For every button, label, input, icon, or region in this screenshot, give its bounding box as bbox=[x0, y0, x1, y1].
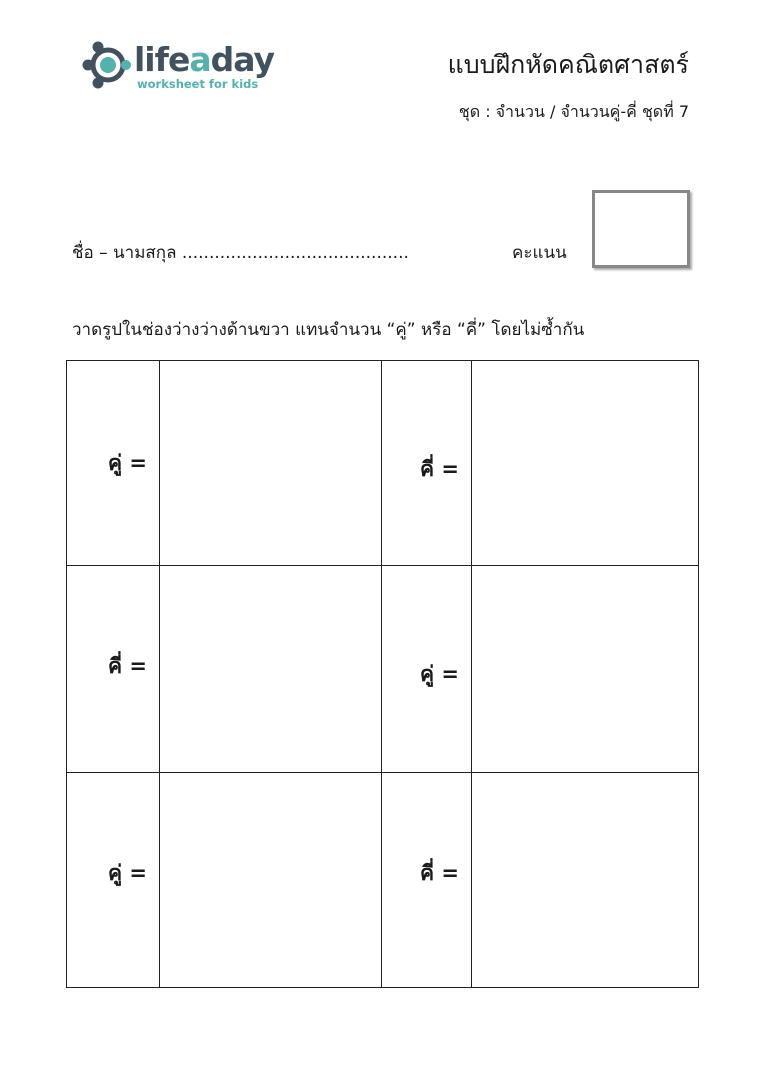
logo-tagline: worksheet for kids bbox=[137, 77, 259, 91]
page-title: แบบฝึกหัดคณิตศาสตร์ bbox=[447, 50, 689, 79]
number-type-label: คี่ = bbox=[420, 861, 459, 885]
number-type-label: คู่ = bbox=[108, 861, 147, 885]
grid-row bbox=[67, 773, 699, 988]
instruction-text: วาดรูปในช่องว่างว่างด้านขวา แทนจำนวน “คู่” หรือ “คี่” โดยไม่ซ้ำกัน bbox=[72, 320, 585, 340]
number-type-label: คี่ = bbox=[108, 654, 147, 678]
student-name-field[interactable]: ชื่อ – นามสกุล .......................................... bbox=[72, 243, 409, 263]
label-cell bbox=[382, 361, 472, 566]
label-cell bbox=[67, 361, 160, 566]
label-cell bbox=[382, 773, 472, 988]
drawing-box[interactable] bbox=[160, 361, 382, 566]
lifeaday-logo bbox=[82, 38, 275, 94]
drawing-box[interactable] bbox=[472, 566, 699, 773]
grid-row bbox=[67, 361, 699, 566]
label-cell bbox=[67, 566, 160, 773]
worksheet-subtitle: ชุด : จำนวน / จำนวนคู่-คี่ ชุดที่ 7 bbox=[458, 102, 689, 121]
number-type-label: คี่ = bbox=[420, 457, 459, 481]
score-box[interactable] bbox=[592, 190, 690, 268]
molecule-logo-icon bbox=[82, 38, 134, 90]
drawing-box[interactable] bbox=[160, 566, 382, 773]
label-cell bbox=[67, 773, 160, 988]
label-cell bbox=[382, 566, 472, 773]
drawing-grid bbox=[66, 360, 699, 988]
number-type-label: คู่ = bbox=[420, 662, 459, 686]
logo-wordmark: lifeaday bbox=[134, 40, 275, 79]
drawing-box[interactable] bbox=[160, 773, 382, 988]
number-type-label: คู่ = bbox=[108, 451, 147, 475]
grid-row bbox=[67, 566, 699, 773]
drawing-box[interactable] bbox=[472, 361, 699, 566]
score-label: คะแนน bbox=[512, 243, 567, 263]
drawing-box[interactable] bbox=[472, 773, 699, 988]
